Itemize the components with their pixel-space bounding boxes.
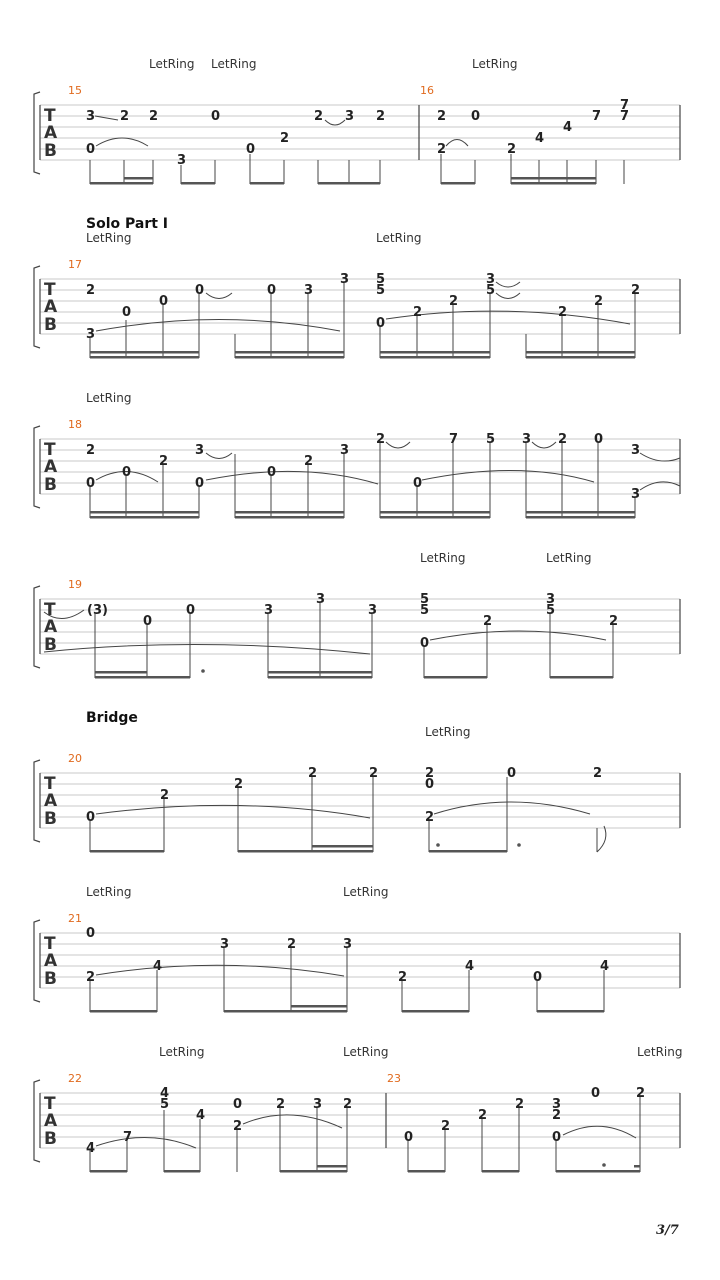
- tab-clef-t: T: [44, 1094, 56, 1114]
- fret-number: 2: [149, 109, 159, 124]
- fret-number: 2: [636, 1086, 646, 1101]
- fret-number: 2: [234, 777, 244, 792]
- system-7-bracket: [34, 1080, 680, 1162]
- fret-number: 3: [343, 937, 353, 952]
- fret-number: 2: [376, 432, 386, 447]
- fret-number: 3: [177, 153, 187, 168]
- fret-number: 4: [465, 959, 475, 974]
- fret-number: 0: [86, 476, 96, 491]
- fret-number: 0: [267, 283, 277, 298]
- let-ring-marker: LetRing: [86, 231, 132, 245]
- fret-number: 0: [86, 810, 96, 825]
- notation-lines: [44, 603, 613, 678]
- fret-number: 3: [486, 272, 496, 287]
- fret-number: 7: [592, 109, 602, 124]
- fret-number: 2: [314, 109, 324, 124]
- fret-number: 2: [86, 970, 96, 985]
- fret-number: 2: [593, 766, 603, 781]
- fret-number: 5: [486, 283, 496, 298]
- section-title: Solo Part I: [86, 216, 169, 232]
- fret-number: 3: [631, 487, 641, 502]
- fret-number: 0: [122, 465, 132, 480]
- fret-number: 0: [195, 476, 205, 491]
- fret-number: 2: [369, 766, 379, 781]
- page-number: 3/7: [656, 1223, 679, 1238]
- tab-clef-b: B: [44, 315, 57, 335]
- tab-system-6: [40, 933, 680, 988]
- fret-number: (3): [87, 603, 108, 618]
- tab-clef-t: T: [44, 934, 56, 954]
- fret-number: 2: [280, 131, 290, 146]
- fret-number: 2: [398, 970, 408, 985]
- fret-number: 5: [420, 603, 430, 618]
- fret-number: 5: [546, 603, 556, 618]
- tab-system-3: [40, 439, 680, 494]
- fret-number: 3: [522, 432, 532, 447]
- tab-clef-t: T: [44, 106, 56, 126]
- fret-number: 0: [86, 142, 96, 157]
- fret-number: 2: [437, 142, 447, 157]
- fret-number: 0: [591, 1086, 601, 1101]
- system-6-bracket: [34, 920, 680, 1002]
- fret-number: 0: [267, 465, 277, 480]
- tab-system-2: [40, 279, 680, 334]
- tab-clef-b: B: [44, 809, 57, 829]
- let-ring-marker: LetRing: [420, 551, 466, 565]
- fret-number: 0: [143, 614, 153, 629]
- bar-number: 18: [68, 418, 82, 431]
- let-ring-marker: LetRing: [546, 551, 592, 565]
- fret-number: 2: [609, 614, 619, 629]
- fret-numbers: [86, 1086, 645, 1156]
- tab-clef-b: B: [44, 141, 57, 161]
- fret-number: 2: [478, 1108, 488, 1123]
- beams: [90, 351, 635, 359]
- fret-number: 2: [631, 283, 641, 298]
- fret-number: 2: [515, 1097, 525, 1112]
- fret-number: 0: [413, 476, 423, 491]
- tab-clef-a: A: [44, 1111, 58, 1131]
- let-ring-marker: LetRing: [425, 725, 471, 739]
- fret-number: 0: [376, 316, 386, 331]
- fret-number: 0: [86, 926, 96, 941]
- fret-number: 5: [376, 272, 386, 287]
- bar-number: 21: [68, 912, 82, 925]
- fret-number: 2: [160, 788, 170, 803]
- beams: [90, 1163, 640, 1172]
- fret-number: 0: [533, 970, 543, 985]
- fret-number: 2: [304, 454, 314, 469]
- fret-number: 4: [196, 1108, 206, 1123]
- fret-number: 0: [594, 432, 604, 447]
- tab-clef-a: A: [44, 791, 58, 811]
- fret-number: 3: [86, 109, 96, 124]
- fret-number: 5: [376, 283, 386, 298]
- let-ring-marker: LetRing: [637, 1045, 683, 1059]
- fret-number: 2: [159, 454, 169, 469]
- fret-number: 3: [631, 443, 641, 458]
- bar-number: 17: [68, 258, 82, 271]
- fret-number: 0: [195, 283, 205, 298]
- fret-number: 2: [507, 142, 517, 157]
- fret-number: 2: [376, 109, 386, 124]
- system-5-bracket: [34, 760, 680, 842]
- fret-number: 2: [425, 766, 435, 781]
- fret-number: 4: [535, 131, 545, 146]
- fret-number: 3: [313, 1097, 323, 1112]
- fret-numbers: [86, 432, 640, 502]
- beams: [90, 177, 596, 185]
- notation-lines: [90, 282, 635, 358]
- fret-number: 2: [594, 294, 604, 309]
- beams: [90, 511, 635, 519]
- fret-number: 2: [441, 1119, 451, 1134]
- fret-number: 3: [340, 443, 350, 458]
- fret-number: 0: [404, 1130, 414, 1145]
- fret-number: 4: [600, 959, 610, 974]
- fret-number: 3: [368, 603, 378, 618]
- fret-number: 2: [413, 305, 423, 320]
- tab-clef-a: A: [44, 951, 58, 971]
- fret-number: 3: [316, 592, 326, 607]
- tab-clef-t: T: [44, 280, 56, 300]
- bar-number: 20: [68, 752, 82, 765]
- fret-number: 2: [86, 283, 96, 298]
- tab-clef-a: A: [44, 617, 58, 637]
- fret-number: 2: [276, 1097, 286, 1112]
- section-title: Bridge: [86, 710, 138, 726]
- fret-number: 0: [552, 1130, 562, 1145]
- fret-number: 0: [122, 305, 132, 320]
- fret-number: 2: [558, 305, 568, 320]
- tab-clef-b: B: [44, 1129, 57, 1149]
- system-4-bracket: [34, 586, 680, 668]
- fret-number: 2: [233, 1119, 243, 1134]
- let-ring-marker: LetRing: [149, 57, 195, 71]
- tab-clef-a: A: [44, 123, 58, 143]
- fret-number: 2: [437, 109, 447, 124]
- fret-number: 4: [86, 1141, 96, 1156]
- fret-number: 3: [86, 327, 96, 342]
- fret-number: 2: [343, 1097, 353, 1112]
- fret-numbers: [86, 98, 629, 168]
- fret-number: 0: [233, 1097, 243, 1112]
- fret-number: 4: [563, 120, 573, 135]
- notation-lines: [90, 116, 624, 184]
- fret-number: 0: [420, 636, 430, 651]
- fret-number: 7: [123, 1130, 133, 1145]
- let-ring-marker: LetRing: [343, 885, 389, 899]
- fret-number: 5: [486, 432, 496, 447]
- fret-number: 2: [558, 432, 568, 447]
- notation-lines: [90, 442, 680, 518]
- fret-numbers: [86, 272, 640, 342]
- fret-number: 3: [546, 592, 556, 607]
- fret-number: 0: [186, 603, 196, 618]
- fret-number: 0: [507, 766, 517, 781]
- fret-number: 2: [86, 443, 96, 458]
- tab-clef-t: T: [44, 774, 56, 794]
- fret-number: 0: [159, 294, 169, 309]
- fret-number: 2: [120, 109, 130, 124]
- let-ring-marker: LetRing: [86, 885, 132, 899]
- beams: [95, 669, 613, 678]
- fret-number: 7: [620, 109, 630, 124]
- fret-number: 2: [552, 1108, 562, 1123]
- fret-number: 3: [195, 443, 205, 458]
- tab-clef-b: B: [44, 635, 57, 655]
- tab-clef-b: B: [44, 475, 57, 495]
- fret-number: 2: [425, 810, 435, 825]
- let-ring-marker: LetRing: [376, 231, 422, 245]
- fret-number: 3: [345, 109, 355, 124]
- fret-number: 7: [620, 98, 630, 113]
- bar-number: 22: [68, 1072, 82, 1085]
- fret-number: 0: [471, 109, 481, 124]
- bar-number: 19: [68, 578, 82, 591]
- bar-number: 16: [420, 84, 434, 97]
- tab-clef-t: T: [44, 440, 56, 460]
- notation-lines: [90, 948, 604, 1012]
- beams: [90, 843, 521, 852]
- let-ring-marker: LetRing: [159, 1045, 205, 1059]
- let-ring-marker: LetRing: [86, 391, 132, 405]
- tab-clef-a: A: [44, 457, 58, 477]
- fret-number: 2: [449, 294, 459, 309]
- bar-number: 15: [68, 84, 82, 97]
- fret-number: 0: [425, 777, 435, 792]
- fret-number: 2: [308, 766, 318, 781]
- fret-number: 4: [153, 959, 163, 974]
- tab-clef-t: T: [44, 600, 56, 620]
- tab-system-1: [40, 105, 680, 160]
- tab-clef-a: A: [44, 297, 58, 317]
- fret-number: 3: [340, 272, 350, 287]
- fret-number: 3: [552, 1097, 562, 1112]
- tab-system-7: [40, 1093, 680, 1148]
- fret-number: 2: [287, 937, 297, 952]
- fret-number: 5: [420, 592, 430, 607]
- fret-number: 5: [160, 1097, 170, 1112]
- fret-number: 3: [220, 937, 230, 952]
- fret-number: 3: [264, 603, 274, 618]
- let-ring-marker: LetRing: [472, 57, 518, 71]
- fret-number: 7: [449, 432, 459, 447]
- fret-number: 2: [483, 614, 493, 629]
- tab-system-5: [40, 773, 680, 828]
- bar-number: 23: [387, 1072, 401, 1085]
- fret-number: 0: [246, 142, 256, 157]
- fret-number: 3: [304, 283, 314, 298]
- system-1-bracket: [34, 92, 680, 174]
- fret-number: 4: [160, 1086, 170, 1101]
- fret-number: 0: [211, 109, 221, 124]
- let-ring-marker: LetRing: [211, 57, 257, 71]
- let-ring-marker: LetRing: [343, 1045, 389, 1059]
- tab-clef-b: B: [44, 969, 57, 989]
